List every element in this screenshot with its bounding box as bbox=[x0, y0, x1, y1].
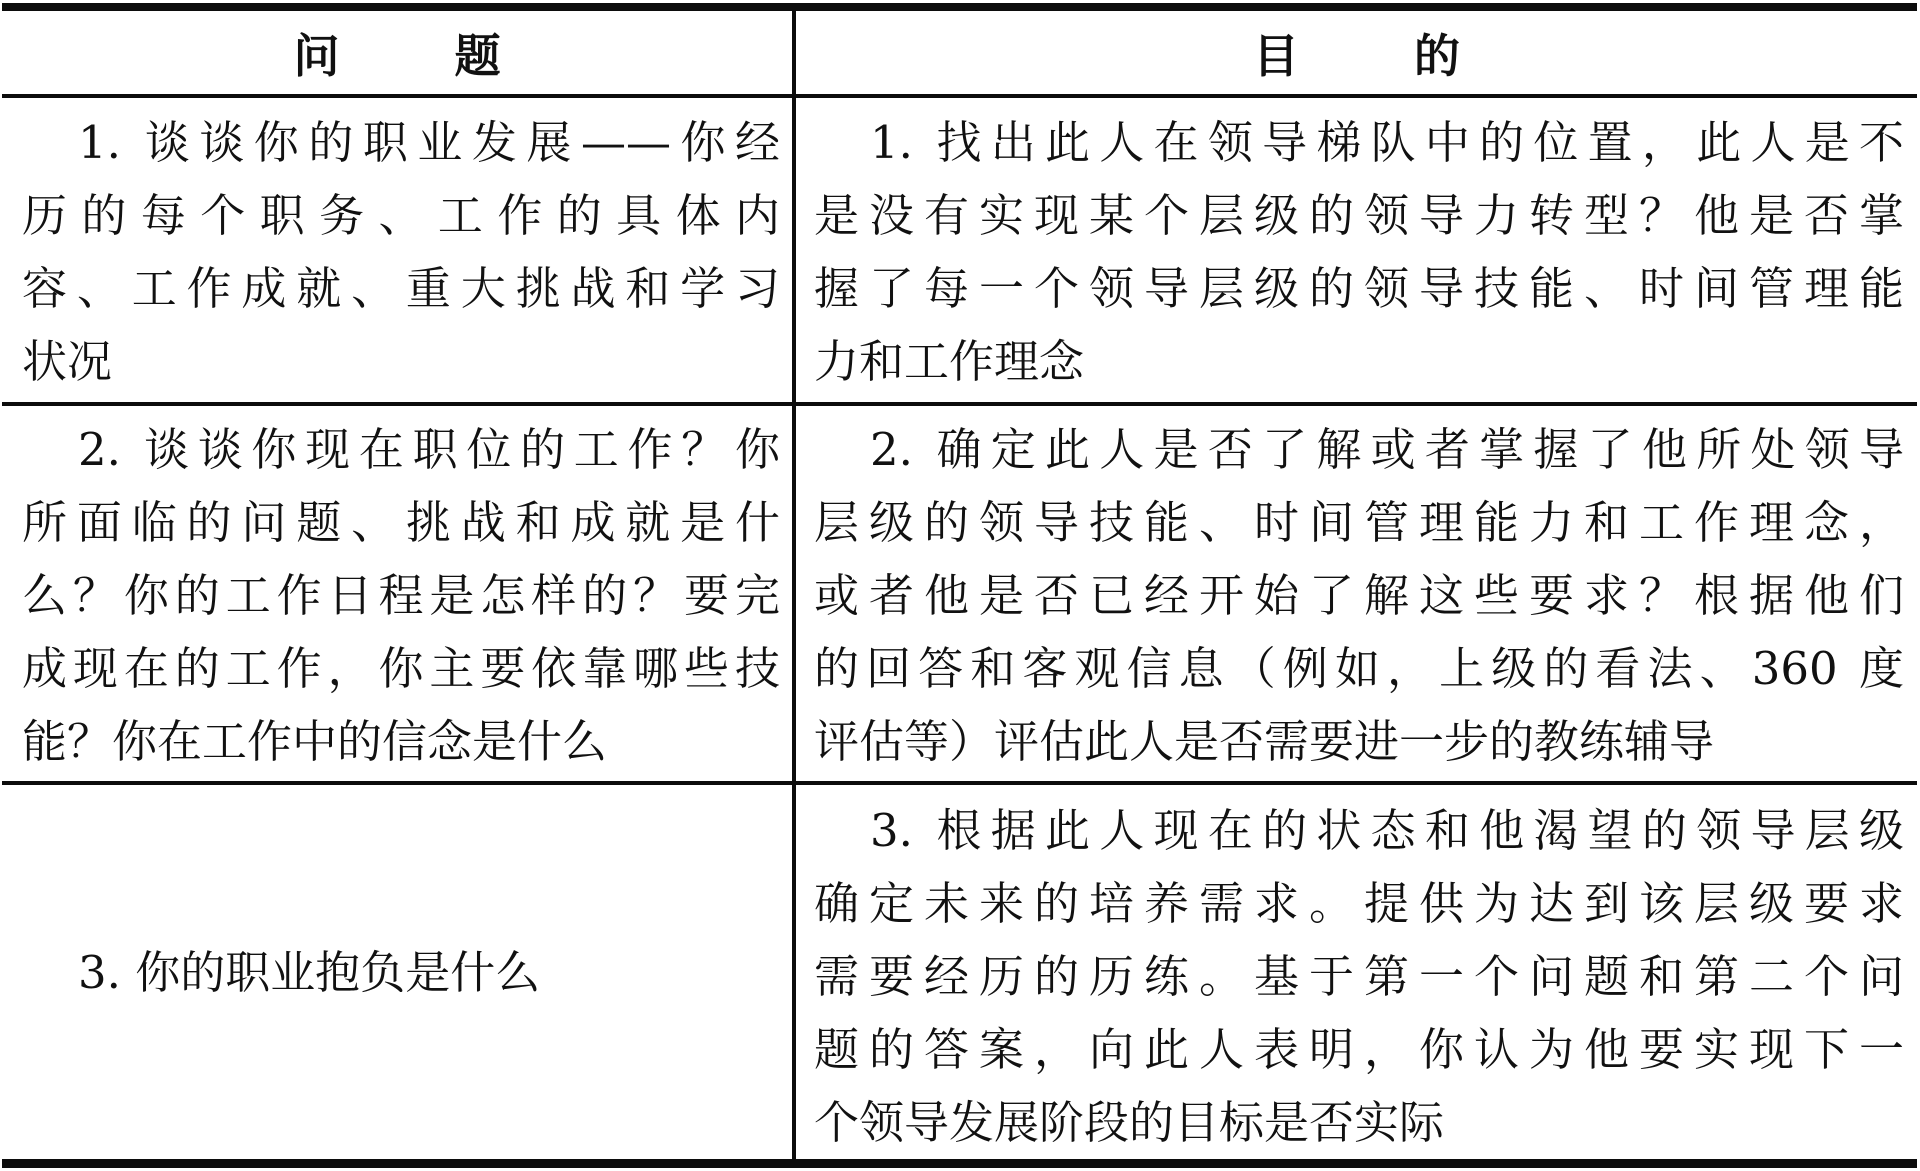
row-1-question-line: 状况 bbox=[22, 335, 113, 388]
row-2-purpose-line: 层级的领导技能、时间管理能力和工作理念， bbox=[814, 496, 1904, 549]
row-1-purpose-line: 1. 找出此人在领导梯队中的位置，此人是不 bbox=[870, 116, 1904, 169]
table-bottom-rule bbox=[2, 1159, 1917, 1168]
row-3-purpose-line: 题的答案，向此人表明，你认为他要实现下一 bbox=[814, 1023, 1904, 1076]
row-2-purpose-line: 的回答和客观信息（例如，上级的看法、360 度 bbox=[814, 642, 1904, 695]
row-2-purpose-line: 或者他是否已经开始了解这些要求？根据他们 bbox=[814, 569, 1904, 622]
row-1-bottom-rule bbox=[2, 402, 1917, 406]
row-3-purpose-line: 确定未来的培养需求。提供为达到该层级要求 bbox=[814, 877, 1904, 930]
row-2-question-line: 成现在的工作，你主要依靠哪些技 bbox=[22, 642, 780, 695]
row-2-purpose-line: 2. 确定此人是否了解或者掌握了他所处领导 bbox=[870, 423, 1904, 476]
row-1-question-line: 1. 谈谈你的职业发展——你经 bbox=[78, 116, 780, 169]
header-question-char-2: 题 bbox=[454, 28, 501, 83]
row-2-question-line: 能？你在工作中的信念是什么 bbox=[22, 715, 608, 768]
row-3-purpose-line: 需要经历的历练。基于第一个问题和第二个问 bbox=[814, 950, 1904, 1003]
header-bottom-rule bbox=[2, 94, 1917, 98]
row-3-purpose bbox=[814, 794, 1904, 1159]
row-3-question bbox=[22, 785, 780, 1159]
table-top-rule bbox=[2, 3, 1917, 11]
header-purpose-char-1: 目 bbox=[1253, 28, 1299, 83]
header-question-char-1: 问 bbox=[293, 28, 340, 83]
row-2-question-line: 所面临的问题、挑战和成就是什 bbox=[22, 496, 780, 549]
row-1-question bbox=[22, 106, 780, 398]
row-3-purpose-line: 个领导发展阶段的目标是否实际 bbox=[814, 1096, 1445, 1149]
header-question bbox=[2, 11, 792, 94]
row-3-purpose-line: 3. 根据此人现在的状态和他渴望的领导层级 bbox=[870, 804, 1904, 857]
row-1-question-line: 历的每个职务、工作的具体内 bbox=[22, 189, 780, 242]
row-2-purpose bbox=[814, 413, 1904, 778]
header-purpose bbox=[796, 11, 1917, 94]
row-2-question bbox=[22, 413, 780, 778]
row-2-purpose-line: 评估等）评估此人是否需要进一步的教练辅导 bbox=[814, 715, 1715, 768]
interview-questions-table bbox=[2, 3, 1917, 1168]
row-2-question-line: 2. 谈谈你现在职位的工作？你 bbox=[78, 423, 780, 476]
row-2-question-line: 么？你的工作日程是怎样的？要完 bbox=[22, 569, 780, 622]
row-1-purpose bbox=[814, 106, 1904, 398]
header-purpose-char-2: 的 bbox=[1414, 28, 1460, 83]
row-1-question-line: 容、工作成就、重大挑战和学习 bbox=[22, 262, 780, 315]
column-divider bbox=[792, 11, 796, 1161]
row-1-purpose-line: 力和工作理念 bbox=[814, 335, 1085, 388]
row-1-purpose-line: 是没有实现某个层级的领导力转型？他是否掌 bbox=[814, 189, 1904, 242]
row-3-question-line: 3. 你的职业抱负是什么 bbox=[78, 945, 541, 999]
row-1-purpose-line: 握了每一个领导层级的领导技能、时间管理能 bbox=[814, 262, 1904, 315]
